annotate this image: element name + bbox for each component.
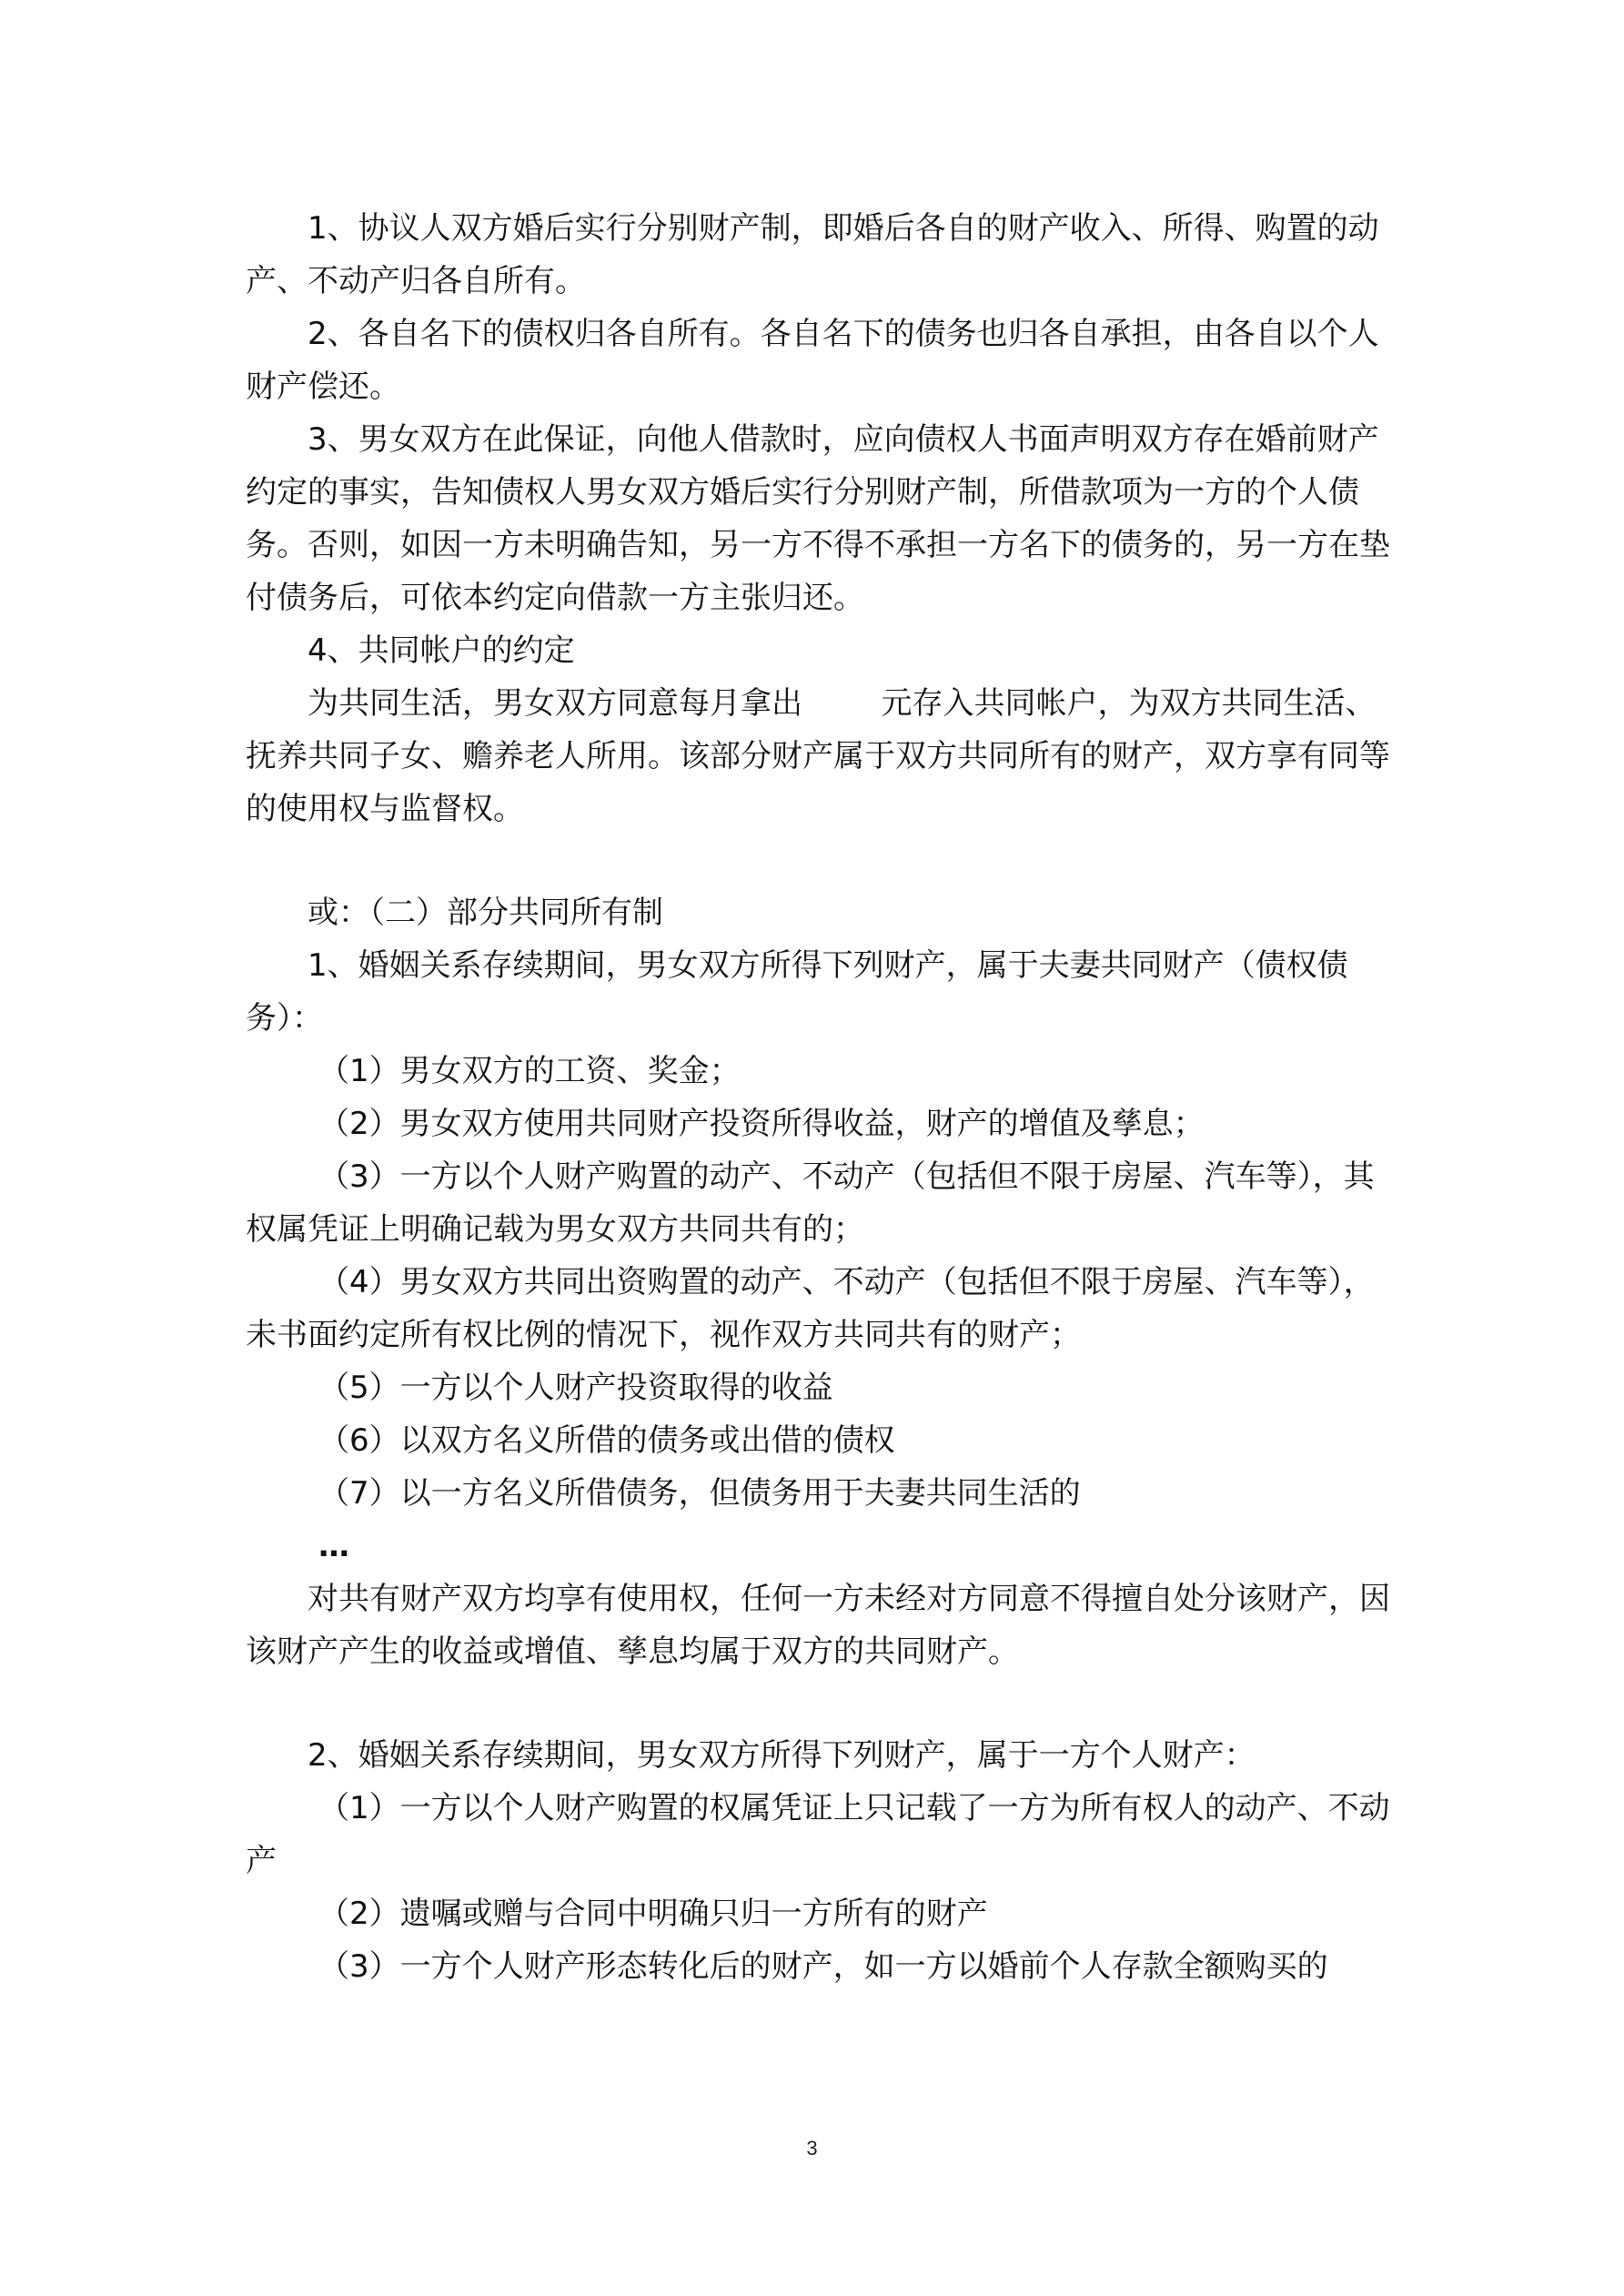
personal-clause-2: 2、婚姻关系存续期间，男女双方所得下列财产，属于一方个人财产： [308,1737,1256,1774]
joint-item-2: （2）男女双方使用共同财产投资所得收益，财产的增值及孳息； [318,1106,1205,1142]
joint-item-1: （1）男女双方的工资、奖金； [318,1053,741,1089]
clause-4-heading: 4、共同帐户的约定 [308,632,575,669]
page-number: 3 [806,2137,818,2159]
joint-account-paragraph: 为共同生活，男女双方同意每月拿出 元存入共同帐户，为双方共同生活、抚养共同子女、赡养老人所用。该部分财产属于双方共同所有的财产，双方享有同等的使用权与监督权。 [246,685,1390,827]
clause-2: 2、各自名下的债权归各自所有。各自名下的债务也归各自承担，由各自以个人财产偿还。 [246,316,1379,405]
section-heading-partial-joint: 或：（二）部分共同所有制 [308,895,663,931]
clause-1: 1、协议人双方婚后实行分别财产制，即婚后各自的财产收入、所得、购置的动产、不动产归各自所有。 [246,210,1379,299]
personal-item-3: （3）一方个人财产形态转化后的财产，如一方以婚前个人存款全额购买的 [318,1948,1328,1985]
joint-item-3: （3）一方以个人财产购置的动产、不动产（包括但不限于房屋、汽车等），其权属凭证上明确记载为男女双方共同共有的； [246,1158,1375,1248]
personal-item-2: （2）遗嘱或赠与合同中明确只归一方所有的财产 [318,1896,988,1932]
joint-use-paragraph: 对共有财产双方均享有使用权，任何一方未经对方同意不得擅自处分该财产，因该财产产生的收益或增值、孳息均属于双方的共同财产。 [246,1581,1390,1670]
joint-item-7: （7）以一方名义所借债务，但债务用于夫妻共同生活的 [318,1475,1081,1512]
document-body [246,202,1392,1993]
joint-item-6: （6）以双方名义所借的债务或出借的债权 [318,1422,895,1459]
ellipsis: … [318,1528,350,1564]
joint-item-4: （4）男女双方共同出资购置的动产、不动产（包括但不限于房屋、汽车等），未书面约定所有权比例的情况下，视作双方共同共有的财产； [246,1264,1375,1353]
personal-item-1: （1）一方以个人财产购置的权属凭证上只记载了一方为所有权人的动产、不动产 [246,1790,1390,1879]
clause-3: 3、男女双方在此保证，向他人借款时，应向债权人书面声明双方存在婚前财产约定的事实，告知债权人男女双方婚后实行分别财产制，所借款项为一方的个人债务。否则，如因一方未明确告知，另一方不得不承担一方名下的债务的，另一方在垫付债务后，可依本约定向借款一方主张归还。 [246,421,1390,616]
joint-clause-1: 1、婚姻关系存续期间，男女双方所得下列财产，属于夫妻共同财产（债权债务）： [246,947,1348,1037]
joint-item-5: （5）一方以个人财产投资取得的收益 [318,1370,833,1406]
